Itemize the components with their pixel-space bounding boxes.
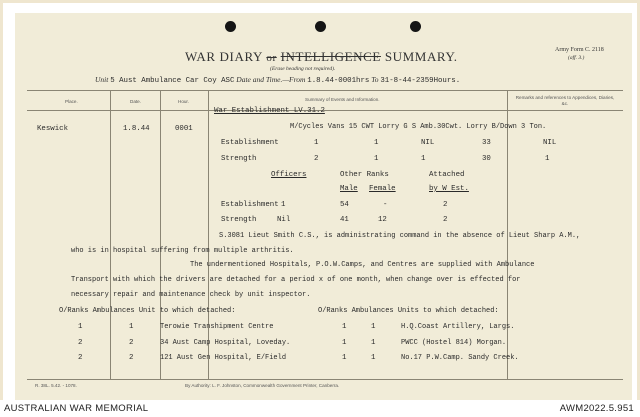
detach-or-right: 1 [342, 339, 347, 347]
para1-line2: who is in hospital suffering from multiple arthritis. [71, 247, 294, 255]
detach-unit-right: No.17 P.W.Camp. Sandy Creek. [401, 354, 519, 362]
detach-unit-left: 121 Aust Gen Hospital, E/Field [160, 354, 287, 362]
personnel-header-attached: Attached [429, 171, 465, 179]
unit-date-line [95, 75, 460, 85]
para2-line2: Transport with which the drivers are detached for a period x of one month, when change over is effected for [71, 276, 521, 284]
title-or: or [266, 52, 277, 64]
header-hour: Hour. [178, 99, 189, 104]
vehicle-header: M/Cycles Vans 15 CWT Lorry G S Amb.30Cwt. Lorry B/Down 3 Ton. [290, 123, 547, 131]
detach-unit-left: Terowie Transhipment Centre [160, 323, 274, 331]
archive-reference: AWM2022.5.951 [559, 403, 634, 414]
army-form-number: Army Form C. 2118 [555, 47, 604, 53]
army-form-sub: (aff. 3.) [568, 55, 585, 61]
war-diary-form [15, 13, 632, 401]
personnel-strength-label: Strength [221, 216, 257, 224]
date-from: 1.8.44-0001hrs [307, 77, 370, 85]
printer-authority: By Authority: L. F. Johnston, Commonwealth Government Printer, Canberra. [185, 383, 340, 388]
detach-amb-left: 2 [129, 354, 134, 362]
detach-header-right: O/Ranks Ambulances Units to which detached: [318, 307, 499, 315]
detach-or-right: 1 [342, 323, 347, 331]
header-date: Date. [130, 99, 141, 104]
detach-header-left: O/Ranks Ambulances Unit to which detached: [59, 307, 236, 315]
date-to: 31-8-44-2359Hours. [380, 77, 461, 85]
header-summary: Summary of Events and Information. [305, 97, 380, 102]
personnel-strength-officers: Nil [277, 216, 291, 224]
form-subtitle: (Erase heading not required). [270, 66, 336, 72]
personnel-header-officers: Officers [271, 171, 307, 179]
personnel-strength-male: 41 [340, 216, 349, 224]
table-bottom-rule [27, 379, 623, 380]
column-divider-3 [208, 90, 209, 379]
detach-amb-right: 1 [371, 339, 376, 347]
punch-hole-left [225, 21, 236, 32]
personnel-establishment-officers: 1 [281, 201, 286, 209]
detach-amb-left: 1 [129, 323, 134, 331]
personnel-subheader-male: Male [340, 185, 358, 193]
personnel-subheader-attached: by W Est. [429, 185, 469, 193]
detach-or-right: 1 [342, 354, 347, 362]
detach-unit-right: PWCC (Hostel 814) Morgan. [401, 339, 507, 347]
personnel-establishment-male: 54 [340, 201, 349, 209]
detach-or-left: 2 [78, 354, 83, 362]
title-summary: SUMMARY. [384, 49, 458, 64]
war-establishment: War Establishment LV.31.2 [214, 107, 325, 115]
detach-amb-right: 1 [371, 323, 376, 331]
para2-line3: necessary repair and maintenance check by unit inspector. [71, 291, 311, 299]
detach-unit-right: H.Q.Coast Artillery, Largs. [401, 323, 515, 331]
personnel-strength-attached: 2 [443, 216, 448, 224]
detach-unit-left: 34 Aust Camp Hospital, Loveday. [160, 339, 291, 347]
entry-place: Keswick [37, 125, 69, 133]
vehicle-strength-label: Strength [221, 155, 257, 163]
detach-amb-right: 1 [371, 354, 376, 362]
para2-line1: The undermentioned Hospitals, P.O.W.Camps, and Centres are supplied with Ambulance [190, 261, 535, 269]
vehicle-strength-lorry-bdown: 1 [545, 155, 550, 163]
date-to-label: To [371, 75, 379, 84]
punch-hole-center [315, 21, 326, 32]
detach-or-left: 1 [78, 323, 83, 331]
vehicle-establishment-lorry-bdown: NIL [543, 139, 557, 147]
vehicle-strength-amb: 30 [482, 155, 491, 163]
archive-footer [0, 400, 640, 417]
form-title [185, 49, 458, 65]
header-remarks: Remarks and references to Appendices, Diaries, &c. [515, 95, 615, 106]
para1-line1: S.3081 Lieut Smith C.S., is administrating command in the absence of Lieut Sharp A.M., [219, 232, 581, 240]
column-divider-1 [110, 90, 111, 379]
detach-or-left: 2 [78, 339, 83, 347]
archive-name: AUSTRALIAN WAR MEMORIAL [4, 403, 149, 414]
title-intelligence: INTELLIGENCE [280, 49, 381, 64]
printer-code: R. 38L. 5.42. - 1078. [35, 383, 77, 388]
entry-hour: 0001 [175, 125, 193, 133]
table-top-rule [27, 90, 623, 91]
header-place: Place. [65, 99, 78, 104]
vehicle-strength-mcycles: 2 [314, 155, 319, 163]
vehicle-establishment-lorry-gs: NIL [421, 139, 435, 147]
personnel-establishment-attached: 2 [443, 201, 448, 209]
vehicle-establishment-mcycles: 1 [314, 139, 319, 147]
personnel-subheader-female: Female [369, 185, 396, 193]
date-label: Date and Time.—From [236, 75, 306, 84]
entry-date: 1.8.44 [123, 125, 150, 133]
vehicle-establishment-amb: 33 [482, 139, 491, 147]
vehicle-establishment-label: Establishment [221, 139, 279, 147]
vehicle-establishment-vans: 1 [374, 139, 379, 147]
detach-amb-left: 2 [129, 339, 134, 347]
unit-label: Unit [95, 75, 109, 84]
personnel-strength-female: 12 [378, 216, 387, 224]
vehicle-strength-lorry-gs: 1 [421, 155, 426, 163]
personnel-establishment-female: - [383, 201, 388, 209]
vehicle-strength-vans: 1 [374, 155, 379, 163]
title-war-diary: WAR DIARY [185, 49, 263, 64]
column-divider-2 [160, 90, 161, 379]
personnel-header-other-ranks: Other Ranks [340, 171, 389, 179]
personnel-establishment-label: Establishment [221, 201, 279, 209]
punch-hole-right [410, 21, 421, 32]
unit-value: 5 Aust Ambulance Car Coy ASC [110, 77, 235, 85]
table-header-rule [27, 110, 623, 111]
